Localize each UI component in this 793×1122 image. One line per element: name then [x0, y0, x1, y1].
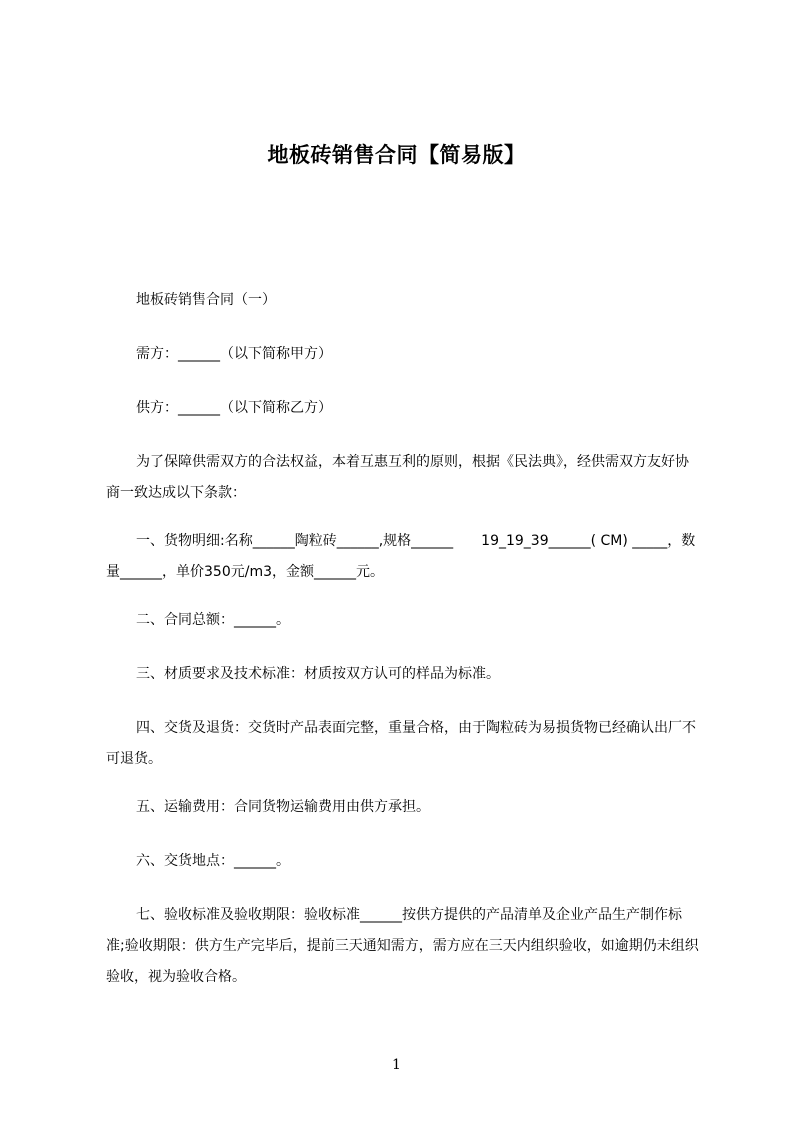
- document-title: 地板砖销售合同【简易版】: [267, 143, 526, 167]
- buyer-line: 需方：______（以下简称甲方）: [136, 346, 332, 362]
- clause-3-material-standard: 三、材质要求及技术标准：材质按双方认可的样品为标准。: [136, 666, 500, 682]
- clause-1-goods-details: 一、货物明细:名称______陶粒砖______,规格______ 19_19_39______( CM) _____，数量______，单价350元/m3，金额______元。: [106, 533, 696, 580]
- clause-6-delivery-place: 六、交货地点：______。: [136, 853, 290, 869]
- preamble-paragraph: 为了保障供需双方的合法权益，本着互惠互利的原则，根据《民法典》，经供需双方友好协商一致达成以下条款：: [106, 454, 689, 501]
- clause-7-acceptance: 七、验收标准及验收期限：验收标准______按供方提供的产品清单及企业产品生产制作标准;验收期限：供方生产完毕后，提前三天通知需方，需方应在三天内组织验收，如逾期仍未组织验收，视为验收合格。: [106, 907, 699, 985]
- supplier-line: 供方：______（以下简称乙方）: [136, 400, 332, 416]
- clause-4-delivery-returns: 四、交货及退货：交货时产品表面完整，重量合格，由于陶粒砖为易损货物已经确认出厂不可退货。: [106, 720, 696, 767]
- page-number: 1: [392, 1057, 401, 1073]
- contract-subtitle: 地板砖销售合同（一）: [136, 292, 276, 308]
- clause-5-transport-cost: 五、运输费用：合同货物运输费用由供方承担。: [136, 799, 430, 815]
- clause-2-total-amount: 二、合同总额：______。: [136, 612, 290, 628]
